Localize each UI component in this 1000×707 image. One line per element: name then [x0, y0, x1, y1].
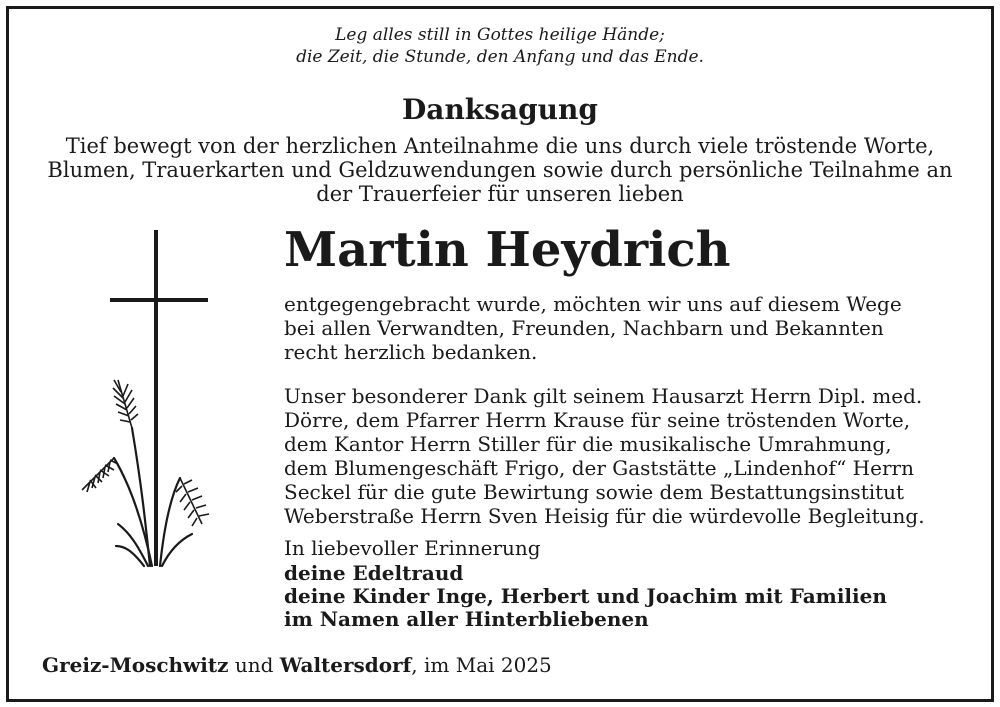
paragraph2-line-5: Seckel für die gute Bewirtung sowie dem Bestattungsinstitut	[284, 480, 905, 504]
paragraph2-line-4: dem Blumengeschäft Frigo, der Gaststätte „Lindenhof“ Herrn	[284, 456, 914, 480]
paragraph2-line-3: dem Kantor Herrn Stiller für die musikalische Umrahmung,	[284, 432, 892, 456]
intro-line-2: Blumen, Trauerkarten und Geldzuwendungen sowie durch persönliche Teilnahme an	[47, 158, 953, 182]
thanks-paragraph-2	[284, 384, 925, 528]
intro-line-3: der Trauerfeier für unseren lieben	[316, 182, 684, 206]
paragraph2-line-6: Weberstraße Herrn Sven Heisig für die würdevolle Begleitung.	[284, 504, 925, 528]
verse-line-1: Leg alles still in Gottes heilige Hände;	[335, 25, 665, 45]
date-text: , im Mai 2025	[411, 653, 552, 677]
thanks-paragraph-1	[284, 292, 902, 364]
place-1: Greiz-Moschwitz	[42, 653, 229, 677]
verse	[0, 24, 1000, 68]
closing-line: In liebevoller Erinnerung	[284, 536, 541, 560]
page-title: Danksagung	[402, 93, 598, 126]
paragraph2-line-2: Dörre, dem Pfarrer Herrn Krause für seine tröstenden Worte,	[284, 408, 911, 432]
paragraph2-line-1: Unser besonderer Dank gilt seinem Hausarzt Herrn Dipl. med.	[284, 384, 923, 408]
paragraph1-line-3: recht herzlich bedanken.	[284, 340, 538, 364]
deceased-name: Martin Heydrich	[284, 222, 731, 278]
paragraph1-line-1: entgegengebracht wurde, möchten wir uns auf diesem Wege	[284, 292, 902, 316]
place-2: Waltersdorf	[279, 653, 412, 677]
verse-line-2: die Zeit, die Stunde, den Anfang und das Ende.	[296, 47, 704, 67]
cross-with-wheat-icon	[72, 228, 232, 573]
intro-line-1: Tief bewegt von der herzlichen Anteilnahme die uns durch viele tröstende Worte,	[65, 134, 935, 158]
signer-line-3: im Namen aller Hinterbliebenen	[284, 607, 649, 631]
place-conjunction: und	[234, 653, 274, 677]
signers	[284, 562, 887, 631]
paragraph1-line-2: bei allen Verwandten, Freunden, Nachbarn und Bekannten	[284, 316, 884, 340]
place-date	[42, 652, 552, 678]
signer-line-2: deine Kinder Inge, Herbert und Joachim mit Familien	[284, 584, 887, 608]
signer-line-1: deine Edeltraud	[284, 561, 464, 585]
intro-text	[0, 134, 1000, 206]
